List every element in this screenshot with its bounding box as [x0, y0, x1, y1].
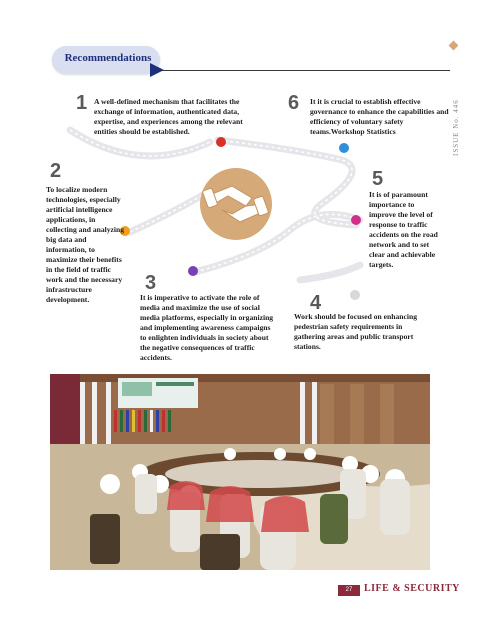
- item-number-3: 3: [145, 272, 157, 294]
- item-text-1: A well-defined mechanism that facilitates the exchange of information, authenticated data, expertise, and experiences among the relevant entities should be established.: [94, 97, 243, 136]
- item-number-2: 2: [50, 160, 62, 182]
- page-number: 27: [338, 585, 360, 596]
- item-text-2: To localize modern technologies, especially artificial intelligence applications, in collecting and analyzing big data and information, to maximize their benefits in the field of traffic work and the necessary infrastructure development.: [46, 185, 125, 304]
- marker-dot-gray: [350, 290, 360, 300]
- issue-number: ISSUE No. 446: [452, 99, 460, 156]
- conference-scene-image: [50, 374, 430, 570]
- marker-dot-blue: [339, 143, 349, 153]
- page-title: Recommendations: [64, 52, 152, 64]
- item-number-4: 4: [310, 292, 322, 314]
- item-number-6: 6: [288, 92, 300, 114]
- magazine-name: LIFE & SECURITY: [364, 583, 460, 594]
- conference-photo: [50, 374, 430, 570]
- item-text-3: It is imperative to activate the role of media and maximize the use of social media platforms, especially in organizing and implementing awareness campaigns to enlighten individuals in society about the negative consequences of traffic accidents.: [140, 293, 274, 362]
- marker-dot-red: [216, 137, 226, 147]
- marker-dot-pink: [351, 215, 361, 225]
- item-number-5: 5: [372, 168, 384, 190]
- item-text-4: Work should be focused on enhancing pedestrian safety requirements in gathering areas and public transport stations.: [294, 312, 418, 351]
- marker-dot-purple: [188, 266, 198, 276]
- item-text-6: It it is crucial to establish effective governance to enhance the capabilities and efficiency of voluntary safety teams.Workshop Statistics: [310, 97, 449, 136]
- item-number-1: 1: [76, 92, 88, 114]
- item-text-5: It is of paramount importance to improve the level of response to traffic accidents on the road network and to set clear and achievable targets.: [369, 190, 438, 269]
